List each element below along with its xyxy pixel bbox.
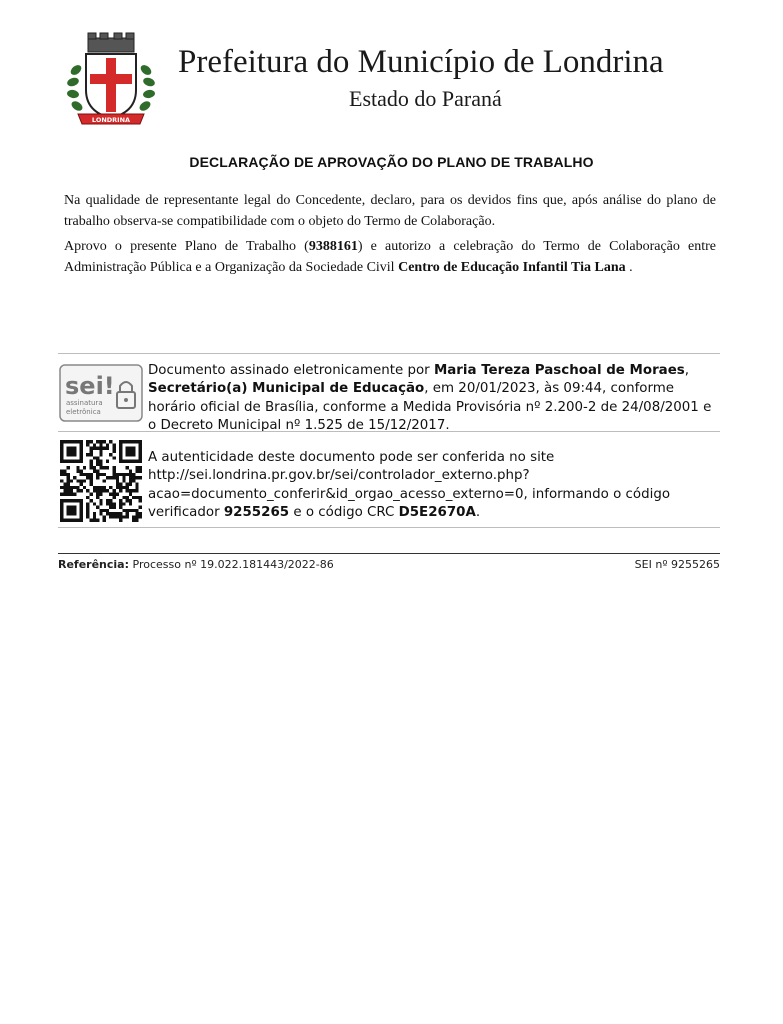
divider: [58, 527, 720, 528]
crc-code: D5E2670A: [398, 504, 476, 520]
approval-text-middle: ) e autorizo a celebração do Termo de Colaboração entre Administração Pública e a Organização da Sociedade Civil: [64, 239, 717, 275]
divider: [58, 353, 720, 354]
crest-ribbon-text: LONDRINA: [91, 116, 131, 124]
municipality-title: Prefeitura do Município de Londrina: [178, 44, 664, 80]
qr-code: [60, 440, 142, 522]
process-reference: [58, 558, 334, 572]
footer-divider: [58, 553, 720, 554]
signer-role: Secretário(a) Municipal de Educação: [148, 381, 425, 397]
reference-label: Referência:: [58, 558, 130, 571]
state-subtitle: Estado do Paraná: [349, 86, 502, 111]
declaration-paragraph: Na qualidade de representante legal do Concedente, declaro, para os devidos fins que, após análise do plano de trabalho observa-se compatibilidade com o objeto do Termo de Colaboração.: [64, 193, 716, 229]
organization-name: Centro de Educação Infantil Tia Lana: [398, 260, 626, 275]
signature-text-end: , em 20/01/2023, às 09:44, conforme horário oficial de Brasília, conforme a Medida Provisória nº 2.200-2 de 24/08/2001 e o Decreto Municipal nº 1.525 de 15/12/2017.: [148, 381, 712, 433]
authenticity-statement: [148, 449, 723, 522]
approval-text-end: .: [625, 260, 633, 275]
sei-logo-text: sei!: [65, 372, 115, 400]
sei-logo-caption-2: eletrônica: [66, 408, 101, 416]
signature-text-start: Documento assinado eletronicamente por: [148, 363, 434, 378]
verifier-code: 9255265: [223, 504, 290, 520]
signer-name: Maria Tereza Paschoal de Moraes: [433, 363, 685, 378]
signature-statement: [148, 362, 723, 435]
sei-logo-caption-1: assinatura: [66, 399, 103, 407]
approval-text-start: Aprovo o presente Plano de Trabalho (: [64, 239, 309, 254]
municipal-crest-logo: [64, 30, 158, 130]
sei-number: SEI nº 9255265: [634, 558, 720, 571]
reference-value: Processo nº 19.022.181443/2022-86: [129, 558, 334, 571]
signature-text-separator: ,: [684, 363, 690, 378]
approval-paragraph: [64, 236, 716, 278]
document-title: DECLARAÇÃO DE APROVAÇÃO DO PLANO DE TRABALHO: [189, 154, 594, 170]
authenticity-text-middle: e o código CRC: [289, 504, 399, 520]
authenticity-text-end: .: [475, 504, 481, 520]
authenticity-text-start: A autenticidade deste documento pode ser conferida no site http://sei.londrina.pr.gov.br/sei/controlador_externo.php?acao=documento_conferir&id_orgao_acesso_externo=0, informando o código verificador: [148, 450, 671, 520]
divider: [58, 431, 720, 432]
document-footer: [58, 558, 720, 572]
plan-number: 9388161: [308, 239, 358, 254]
sei-electronic-signature-logo: [59, 364, 143, 422]
